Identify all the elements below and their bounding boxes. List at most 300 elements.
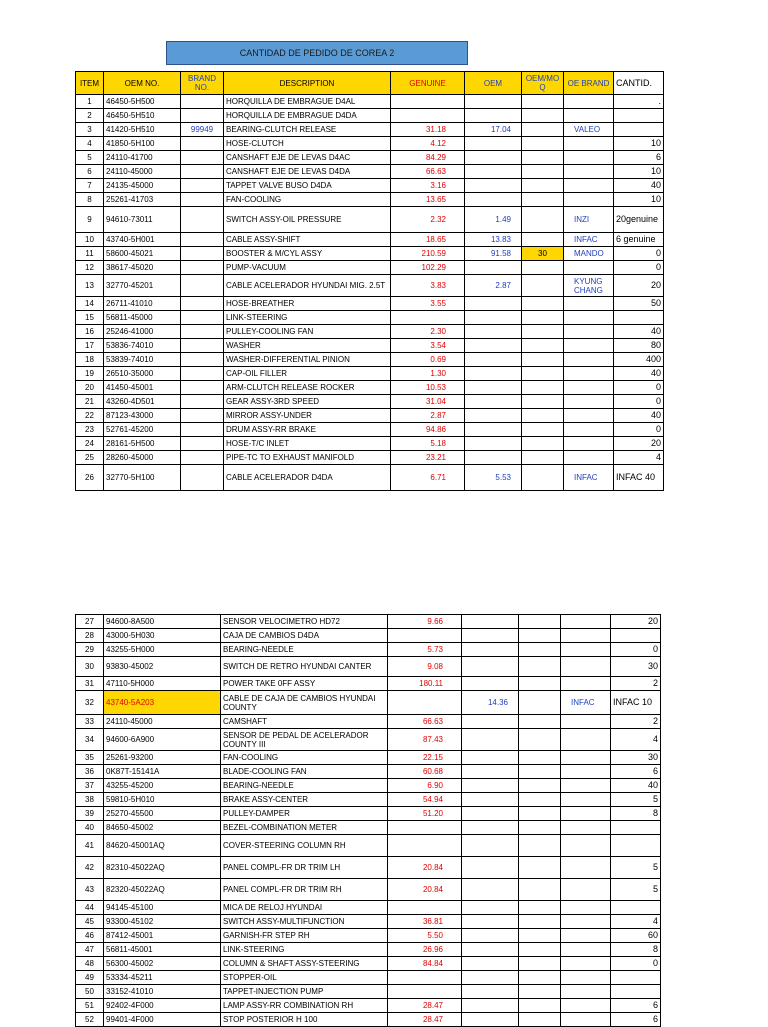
oem-number-cell: 25261-93200 [104, 751, 221, 765]
genuine-price-cell: 180.11 [388, 677, 462, 691]
oe-brand-cell [564, 261, 614, 275]
oe-brand-cell [561, 957, 611, 971]
genuine-price-cell [388, 821, 462, 835]
quantity-cell: 5 [611, 793, 661, 807]
oem-number-cell: 0K87T-15141A [104, 765, 221, 779]
item-cell: 7 [76, 179, 104, 193]
quantity-cell [611, 901, 661, 915]
quantity-cell: 0 [614, 381, 664, 395]
oem-moq-cell [519, 715, 561, 729]
parts-table-top [75, 71, 664, 491]
oe-brand-cell [561, 943, 611, 957]
table-row [76, 943, 661, 957]
genuine-price-cell: 9.08 [388, 657, 462, 677]
oem-moq-cell [519, 765, 561, 779]
oem-number-cell: 87412-45001 [104, 929, 221, 943]
description-cell: HOSE-BREATHER [224, 297, 391, 311]
oem-moq-cell [522, 423, 564, 437]
table-row [76, 395, 664, 409]
oem-moq-cell [522, 261, 564, 275]
oem-number-cell: 99401-4F000 [104, 1013, 221, 1027]
quantity-cell: 2 [611, 715, 661, 729]
item-cell: 13 [76, 275, 104, 297]
description-cell: DRUM ASSY-RR BRAKE [224, 423, 391, 437]
item-cell: 51 [76, 999, 104, 1013]
oem-price-cell [465, 165, 522, 179]
genuine-price-cell: 6.71 [391, 465, 465, 491]
oem-moq-cell [519, 807, 561, 821]
quantity-cell: 10 [614, 137, 664, 151]
description-cell: FAN-COOLING [221, 751, 388, 765]
header-description: DESCRIPTION [224, 72, 391, 95]
genuine-price-cell: 5.50 [388, 929, 462, 943]
oem-moq-cell [522, 409, 564, 423]
oem-moq-cell [522, 233, 564, 247]
item-cell: 45 [76, 915, 104, 929]
genuine-price-cell: 5.18 [391, 437, 465, 451]
description-cell: PANEL COMPL-FR DR TRIM LH [221, 857, 388, 879]
description-cell: STOP POSTERIOR H 100 [221, 1013, 388, 1027]
oem-price-cell: 13.83 [465, 233, 522, 247]
table-row [76, 821, 661, 835]
oem-price-cell [462, 957, 519, 971]
header-genuine: GENUINE [391, 72, 465, 95]
genuine-price-cell: 31.18 [391, 123, 465, 137]
oe-brand-cell [561, 629, 611, 643]
oem-number-cell: 52761-45200 [104, 423, 181, 437]
genuine-price-cell [388, 691, 462, 715]
oem-moq-cell [519, 915, 561, 929]
genuine-price-cell [388, 985, 462, 999]
item-cell: 30 [76, 657, 104, 677]
oem-price-cell [462, 751, 519, 765]
oem-number-cell: 93830-45002 [104, 657, 221, 677]
brand-number-cell [181, 311, 224, 325]
oem-number-cell: 38617-45020 [104, 261, 181, 275]
oem-price-cell [465, 311, 522, 325]
oem-price-cell: 91.58 [465, 247, 522, 261]
header-brand-no: BRAND NO. [181, 72, 224, 95]
genuine-price-cell: 3.54 [391, 339, 465, 353]
table-row [76, 957, 661, 971]
oem-number-cell: 26711-41010 [104, 297, 181, 311]
table-row [76, 297, 664, 311]
oem-number-cell: 46450-5H510 [104, 109, 181, 123]
oem-number-cell: 56300-45002 [104, 957, 221, 971]
quantity-cell: 0 [614, 423, 664, 437]
quantity-cell [614, 123, 664, 137]
quantity-cell: 4 [611, 915, 661, 929]
description-cell: PUMP-VACUUM [224, 261, 391, 275]
item-cell: 15 [76, 311, 104, 325]
oem-number-cell: 32770-45201 [104, 275, 181, 297]
oem-price-cell: 1.49 [465, 207, 522, 233]
table-row [76, 193, 664, 207]
item-cell: 12 [76, 261, 104, 275]
description-cell: SENSOR VELOCIMETRO HD72 [221, 615, 388, 629]
description-cell: WASHER [224, 339, 391, 353]
genuine-price-cell [391, 95, 465, 109]
oem-price-cell [462, 821, 519, 835]
oem-price-cell [465, 451, 522, 465]
oem-number-cell: 28161-5H500 [104, 437, 181, 451]
description-cell: LAMP ASSY-RR COMBINATION RH [221, 999, 388, 1013]
oem-price-cell: 14.36 [462, 691, 519, 715]
item-cell: 52 [76, 1013, 104, 1027]
oem-price-cell [465, 339, 522, 353]
description-cell: BEZEL-COMBINATION METER [221, 821, 388, 835]
description-cell: LINK-STEERING [221, 943, 388, 957]
item-cell: 1 [76, 95, 104, 109]
oem-price-cell [465, 179, 522, 193]
oe-brand-cell: INZI [564, 207, 614, 233]
item-cell: 25 [76, 451, 104, 465]
oe-brand-cell [561, 999, 611, 1013]
description-cell: TAPPET-INJECTION PUMP [221, 985, 388, 999]
description-cell: WASHER-DIFFERENTIAL PINION [224, 353, 391, 367]
oem-moq-cell [519, 1013, 561, 1027]
genuine-price-cell: 3.55 [391, 297, 465, 311]
quantity-cell [614, 311, 664, 325]
genuine-price-cell: 20.84 [388, 879, 462, 901]
oem-moq-cell [522, 353, 564, 367]
oem-moq-cell [519, 657, 561, 677]
oe-brand-cell [561, 835, 611, 857]
oe-brand-cell [561, 793, 611, 807]
description-cell: SWITCH ASSY-OIL PRESSURE [224, 207, 391, 233]
oe-brand-cell [561, 929, 611, 943]
description-cell: GARNISH-FR STEP RH [221, 929, 388, 943]
oem-price-cell [462, 629, 519, 643]
oe-brand-cell [561, 765, 611, 779]
oe-brand-cell [564, 193, 614, 207]
oem-price-cell [465, 409, 522, 423]
oem-moq-cell [522, 437, 564, 451]
oem-moq-cell [519, 677, 561, 691]
oem-price-cell [462, 779, 519, 793]
header-oem-moq: OEM/MO Q [522, 72, 564, 95]
oem-number-cell: 93300-45102 [104, 915, 221, 929]
description-cell: PULLEY-DAMPER [221, 807, 388, 821]
oem-number-cell: 28260-45000 [104, 451, 181, 465]
oem-price-cell [462, 999, 519, 1013]
table-row [76, 915, 661, 929]
oem-moq-cell [522, 325, 564, 339]
item-cell: 11 [76, 247, 104, 261]
oe-brand-cell [561, 879, 611, 901]
oem-number-cell: 43740-5A203 [104, 691, 221, 715]
genuine-price-cell: 4.12 [391, 137, 465, 151]
description-cell: CABLE DE CAJA DE CAMBIOS HYUNDAI COUNTY [221, 691, 388, 715]
item-cell: 44 [76, 901, 104, 915]
table-row [76, 779, 661, 793]
oem-price-cell [465, 95, 522, 109]
item-cell: 8 [76, 193, 104, 207]
oem-number-cell: 92402-4F000 [104, 999, 221, 1013]
description-cell: GEAR ASSY-3RD SPEED [224, 395, 391, 409]
sheet-title: CANTIDAD DE PEDIDO DE COREA 2 [166, 41, 468, 65]
oe-brand-cell: KYUNG CHANG [564, 275, 614, 297]
table-row [76, 207, 664, 233]
description-cell: BRAKE ASSY-CENTER [221, 793, 388, 807]
oe-brand-cell [564, 381, 614, 395]
parts-table-bottom [75, 614, 661, 1027]
oem-number-cell: 53836-74010 [104, 339, 181, 353]
description-cell: BLADE-COOLING FAN [221, 765, 388, 779]
oem-moq-cell [519, 971, 561, 985]
oem-moq-cell [519, 879, 561, 901]
item-cell: 47 [76, 943, 104, 957]
genuine-price-cell: 22.15 [388, 751, 462, 765]
item-cell: 2 [76, 109, 104, 123]
description-cell: BOOSTER & M/CYL ASSY [224, 247, 391, 261]
description-cell: MIRROR ASSY-UNDER [224, 409, 391, 423]
oem-price-cell [462, 879, 519, 901]
table-row [76, 109, 664, 123]
header-oem-no: OEM NO. [104, 72, 181, 95]
oem-price-cell [465, 261, 522, 275]
table-row [76, 137, 664, 151]
genuine-price-cell: 9.66 [388, 615, 462, 629]
oem-moq-cell [519, 615, 561, 629]
oem-number-cell: 24110-45000 [104, 165, 181, 179]
table-row [76, 367, 664, 381]
oem-price-cell [465, 423, 522, 437]
table-row [76, 311, 664, 325]
quantity-cell: 20 [614, 275, 664, 297]
genuine-price-cell: 6.90 [388, 779, 462, 793]
genuine-price-cell: 60.68 [388, 765, 462, 779]
genuine-price-cell: 28.47 [388, 999, 462, 1013]
oe-brand-cell [564, 311, 614, 325]
item-cell: 38 [76, 793, 104, 807]
description-cell: CAMSHAFT [221, 715, 388, 729]
table-row [76, 465, 664, 491]
brand-number-cell [181, 437, 224, 451]
brand-number-cell [181, 451, 224, 465]
description-cell: HORQUILLA DE EMBRAGUE D4DA [224, 109, 391, 123]
oe-brand-cell [564, 437, 614, 451]
oem-number-cell: 94600-6A900 [104, 729, 221, 751]
oem-price-cell [465, 137, 522, 151]
genuine-price-cell: 66.63 [391, 165, 465, 179]
oem-price-cell [465, 437, 522, 451]
oe-brand-cell: INFAC [561, 691, 611, 715]
description-cell: LINK-STEERING [224, 311, 391, 325]
genuine-price-cell: 2.87 [391, 409, 465, 423]
oe-brand-cell [561, 915, 611, 929]
oem-moq-cell [522, 165, 564, 179]
brand-number-cell [181, 297, 224, 311]
genuine-price-cell: 2.30 [391, 325, 465, 339]
description-cell: BEARING-NEEDLE [221, 779, 388, 793]
genuine-price-cell: 18.65 [391, 233, 465, 247]
quantity-cell: 10 [614, 165, 664, 179]
oem-number-cell: 58600-45021 [104, 247, 181, 261]
oem-price-cell [462, 971, 519, 985]
description-cell: CABLE ACELERADOR HYUNDAI MIG. 2.5T [224, 275, 391, 297]
oem-moq-cell [522, 465, 564, 491]
quantity-cell: 40 [614, 409, 664, 423]
oem-moq-cell [522, 367, 564, 381]
item-cell: 27 [76, 615, 104, 629]
oem-moq-cell [519, 779, 561, 793]
table-row [76, 339, 664, 353]
table-row [76, 657, 661, 677]
oe-brand-cell [564, 451, 614, 465]
oem-number-cell: 94610-73011 [104, 207, 181, 233]
oem-number-cell: 25261-41703 [104, 193, 181, 207]
genuine-price-cell [388, 835, 462, 857]
item-cell: 26 [76, 465, 104, 491]
oem-price-cell [462, 901, 519, 915]
brand-number-cell [181, 207, 224, 233]
item-cell: 20 [76, 381, 104, 395]
table-row [76, 123, 664, 137]
oem-moq-cell [522, 451, 564, 465]
item-cell: 10 [76, 233, 104, 247]
oe-brand-cell [564, 367, 614, 381]
oe-brand-cell [561, 715, 611, 729]
oem-moq-cell [522, 207, 564, 233]
brand-number-cell [181, 193, 224, 207]
quantity-cell: 40 [611, 779, 661, 793]
oe-brand-cell [561, 643, 611, 657]
oem-number-cell: 41850-5H100 [104, 137, 181, 151]
oem-moq-cell [519, 793, 561, 807]
table-row [76, 247, 664, 261]
oem-moq-cell [519, 957, 561, 971]
table-body-top [76, 95, 664, 491]
item-cell: 23 [76, 423, 104, 437]
table-body-bottom [76, 615, 661, 1027]
brand-number-cell [181, 109, 224, 123]
oe-brand-cell [561, 807, 611, 821]
oem-price-cell: 2.87 [465, 275, 522, 297]
oe-brand-cell [564, 179, 614, 193]
brand-number-cell [181, 325, 224, 339]
header-oe-brand: OE BRAND [564, 72, 614, 95]
brand-number-cell [181, 381, 224, 395]
genuine-price-cell: 51.20 [388, 807, 462, 821]
quantity-cell: 0 [614, 247, 664, 261]
oe-brand-cell [561, 615, 611, 629]
item-cell: 39 [76, 807, 104, 821]
description-cell: BEARING-NEEDLE [221, 643, 388, 657]
table-row [76, 95, 664, 109]
genuine-price-cell [388, 901, 462, 915]
table-row [76, 615, 661, 629]
item-cell: 4 [76, 137, 104, 151]
oem-price-cell [465, 395, 522, 409]
brand-number-cell [181, 339, 224, 353]
oem-number-cell: 94145-45100 [104, 901, 221, 915]
oem-moq-cell [519, 643, 561, 657]
oe-brand-cell [564, 151, 614, 165]
table-row [76, 151, 664, 165]
oem-number-cell: 43260-4D501 [104, 395, 181, 409]
description-cell: SENSOR DE PEDAL DE ACELERADOR COUNTY III [221, 729, 388, 751]
oe-brand-cell [561, 1013, 611, 1027]
oem-number-cell: 43000-5H030 [104, 629, 221, 643]
item-cell: 3 [76, 123, 104, 137]
oem-number-cell: 24110-41700 [104, 151, 181, 165]
quantity-cell: 400 [614, 353, 664, 367]
item-cell: 19 [76, 367, 104, 381]
oem-moq-cell [519, 999, 561, 1013]
quantity-cell: 40 [614, 179, 664, 193]
oem-moq-cell [522, 381, 564, 395]
oe-brand-cell [564, 353, 614, 367]
item-cell: 37 [76, 779, 104, 793]
table-row [76, 423, 664, 437]
oem-moq-cell [519, 929, 561, 943]
oem-moq-cell [522, 193, 564, 207]
brand-number-cell [181, 151, 224, 165]
oem-price-cell [462, 715, 519, 729]
oe-brand-cell: INFAC [564, 465, 614, 491]
item-cell: 43 [76, 879, 104, 901]
brand-number-cell [181, 367, 224, 381]
brand-number-cell [181, 233, 224, 247]
quantity-cell: INFAC 40 [614, 465, 664, 491]
oem-moq-cell [522, 311, 564, 325]
header-cantid: CANTID. [614, 72, 664, 95]
oem-number-cell: 24135-45000 [104, 179, 181, 193]
oe-brand-cell [561, 901, 611, 915]
oem-price-cell [465, 325, 522, 339]
quantity-cell: 0 [611, 957, 661, 971]
quantity-cell: 0 [614, 395, 664, 409]
genuine-price-cell: 102.29 [391, 261, 465, 275]
oe-brand-cell: INFAC [564, 233, 614, 247]
quantity-cell [614, 109, 664, 123]
oem-moq-cell [522, 151, 564, 165]
oem-number-cell: 41450-45001 [104, 381, 181, 395]
quantity-cell: . [614, 95, 664, 109]
oe-brand-cell [564, 339, 614, 353]
oe-brand-cell [564, 423, 614, 437]
oem-price-cell [462, 929, 519, 943]
oem-moq-cell [522, 339, 564, 353]
brand-number-cell [181, 465, 224, 491]
quantity-cell: 4 [614, 451, 664, 465]
brand-number-cell [181, 137, 224, 151]
item-cell: 35 [76, 751, 104, 765]
table-row [76, 629, 661, 643]
oem-number-cell: 82320-45022AQ [104, 879, 221, 901]
description-cell: HORQUILLA DE EMBRAGUE D4AL [224, 95, 391, 109]
oem-moq-cell [522, 395, 564, 409]
oem-moq-cell [519, 729, 561, 751]
oem-price-cell [462, 615, 519, 629]
table-row [76, 409, 664, 423]
genuine-price-cell: 23.21 [391, 451, 465, 465]
oem-number-cell: 84650-45002 [104, 821, 221, 835]
table-row [76, 691, 661, 715]
genuine-price-cell: 3.83 [391, 275, 465, 297]
oem-number-cell: 24110-45000 [104, 715, 221, 729]
oem-number-cell: 84620-45001AQ [104, 835, 221, 857]
brand-number-cell [181, 353, 224, 367]
description-cell: POWER TAKE 0FF ASSY [221, 677, 388, 691]
description-cell: SWITCH ASSY-MULTIFUNCTION [221, 915, 388, 929]
oem-moq-cell [519, 857, 561, 879]
oem-price-cell [462, 985, 519, 999]
brand-number-cell [181, 409, 224, 423]
oem-price-cell [465, 381, 522, 395]
oem-price-cell [462, 765, 519, 779]
